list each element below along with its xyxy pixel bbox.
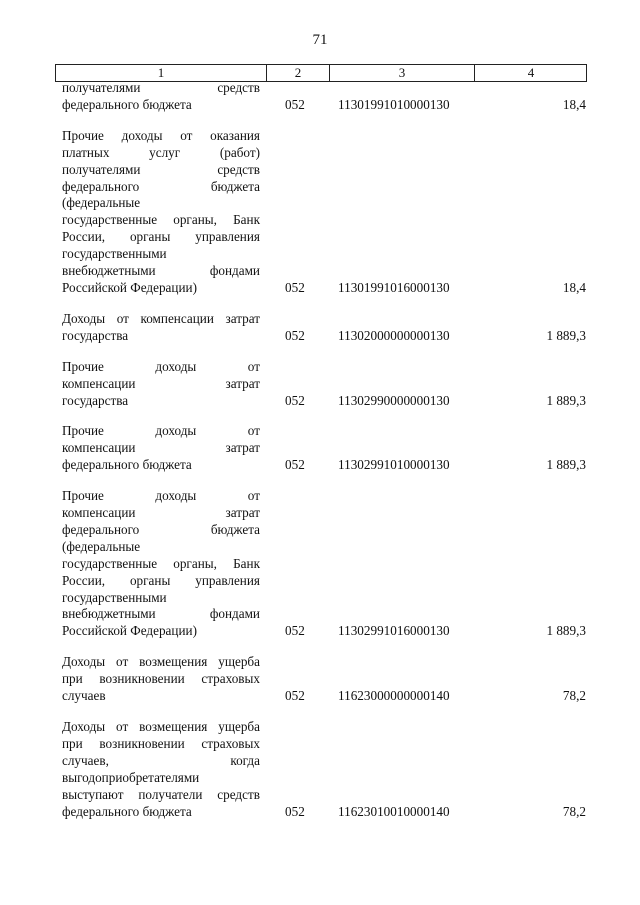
description-line: государственными: [62, 589, 167, 605]
budget-classification-code: 11301991010000130: [338, 96, 450, 112]
budget-classification-code: 11623010010000140: [338, 803, 450, 819]
row-description: [62, 719, 260, 820]
description-line: выгодоприобретателями: [62, 769, 200, 785]
description-line: (федеральные: [62, 538, 141, 554]
row-description: [62, 359, 260, 410]
description-line: компенсации затрат: [62, 505, 260, 521]
description-line: федерального бюджета: [62, 803, 192, 819]
row-description: [62, 311, 260, 345]
description-line: Прочие доходы от: [62, 358, 260, 374]
description-line: федерального бюджета: [62, 178, 260, 194]
description-line: Прочие доходы от оказания: [62, 127, 260, 143]
description-line: Прочие доходы от: [62, 423, 260, 439]
amount-value: 1 889,3: [546, 327, 586, 343]
description-line: государства: [62, 327, 129, 343]
column-header-4: 4: [527, 65, 535, 80]
admin-code: 052: [285, 803, 305, 819]
column-header-1: 1: [157, 65, 165, 80]
row-description: [62, 128, 260, 297]
row-description: [62, 488, 260, 640]
table-row: [0, 488, 640, 640]
description-line: выступают получатели средств: [62, 786, 260, 802]
budget-classification-code: 11302991010000130: [338, 457, 450, 473]
admin-code: 052: [285, 96, 305, 112]
amount-value: 78,2: [562, 803, 586, 819]
description-line: Доходы от возмещения ущерба: [62, 654, 260, 670]
admin-code: 052: [285, 392, 305, 408]
table-row: [0, 719, 640, 820]
budget-classification-code: 11302991016000130: [338, 623, 450, 639]
row-description: [62, 423, 260, 474]
description-line: государственные органы, Банк: [62, 212, 260, 228]
description-line: государственные органы, Банк: [62, 555, 260, 571]
description-line: платных услуг (работ): [62, 144, 260, 160]
description-line: Доходы от компенсации затрат: [62, 310, 260, 326]
admin-code: 052: [285, 623, 305, 639]
column-header-2: 2: [294, 65, 302, 80]
row-description: [62, 80, 260, 114]
description-line: внебюджетными фондами: [62, 263, 260, 279]
table-row: [0, 311, 640, 345]
budget-classification-code: 11301991016000130: [338, 279, 450, 295]
description-line: государственными: [62, 246, 167, 262]
amount-value: 18,4: [562, 279, 586, 295]
description-line: при возникновении страховых: [62, 735, 260, 751]
description-line: компенсации затрат: [62, 375, 260, 391]
description-line: (федеральные: [62, 195, 141, 211]
budget-classification-code: 11623000000000140: [338, 688, 450, 704]
description-line: федерального бюджета: [62, 457, 192, 473]
description-line: Российской Федерации): [62, 623, 197, 639]
table-body: [0, 80, 640, 834]
description-line: внебюджетными фондами: [62, 606, 260, 622]
description-line: Российской Федерации): [62, 279, 197, 295]
description-line: России, органы управления: [62, 572, 260, 588]
table-row: [0, 80, 640, 114]
description-line: получателями средств: [62, 161, 260, 177]
budget-classification-code: 11302990000000130: [338, 392, 450, 408]
description-line: случаев: [62, 688, 106, 704]
description-line: компенсации затрат: [62, 440, 260, 456]
admin-code: 052: [285, 327, 305, 343]
description-line: Доходы от возмещения ущерба: [62, 719, 260, 734]
amount-value: 1 889,3: [546, 457, 586, 473]
table-row: [0, 359, 640, 410]
amount-value: 1 889,3: [546, 392, 586, 408]
admin-code: 052: [285, 279, 305, 295]
row-description: [62, 654, 260, 705]
description-line: федерального бюджета: [62, 521, 260, 537]
amount-value: 1 889,3: [546, 623, 586, 639]
admin-code: 052: [285, 688, 305, 704]
column-header-3: 3: [398, 65, 406, 80]
admin-code: 052: [285, 457, 305, 473]
table-row: [0, 654, 640, 705]
description-line: при возникновении страховых: [62, 671, 260, 687]
description-line: Прочие доходы от: [62, 488, 260, 504]
description-line: федерального бюджета: [62, 96, 192, 112]
table-row: [0, 128, 640, 297]
amount-value: 18,4: [562, 96, 586, 112]
budget-classification-code: 11302000000000130: [338, 327, 450, 343]
page-number: 71: [312, 32, 328, 48]
description-line: государства: [62, 392, 129, 408]
table-row: [0, 423, 640, 474]
amount-value: 78,2: [562, 688, 586, 704]
description-line: России, органы управления: [62, 229, 260, 245]
description-line: получателями средств: [62, 80, 260, 95]
description-line: случаев, когда: [62, 752, 260, 768]
